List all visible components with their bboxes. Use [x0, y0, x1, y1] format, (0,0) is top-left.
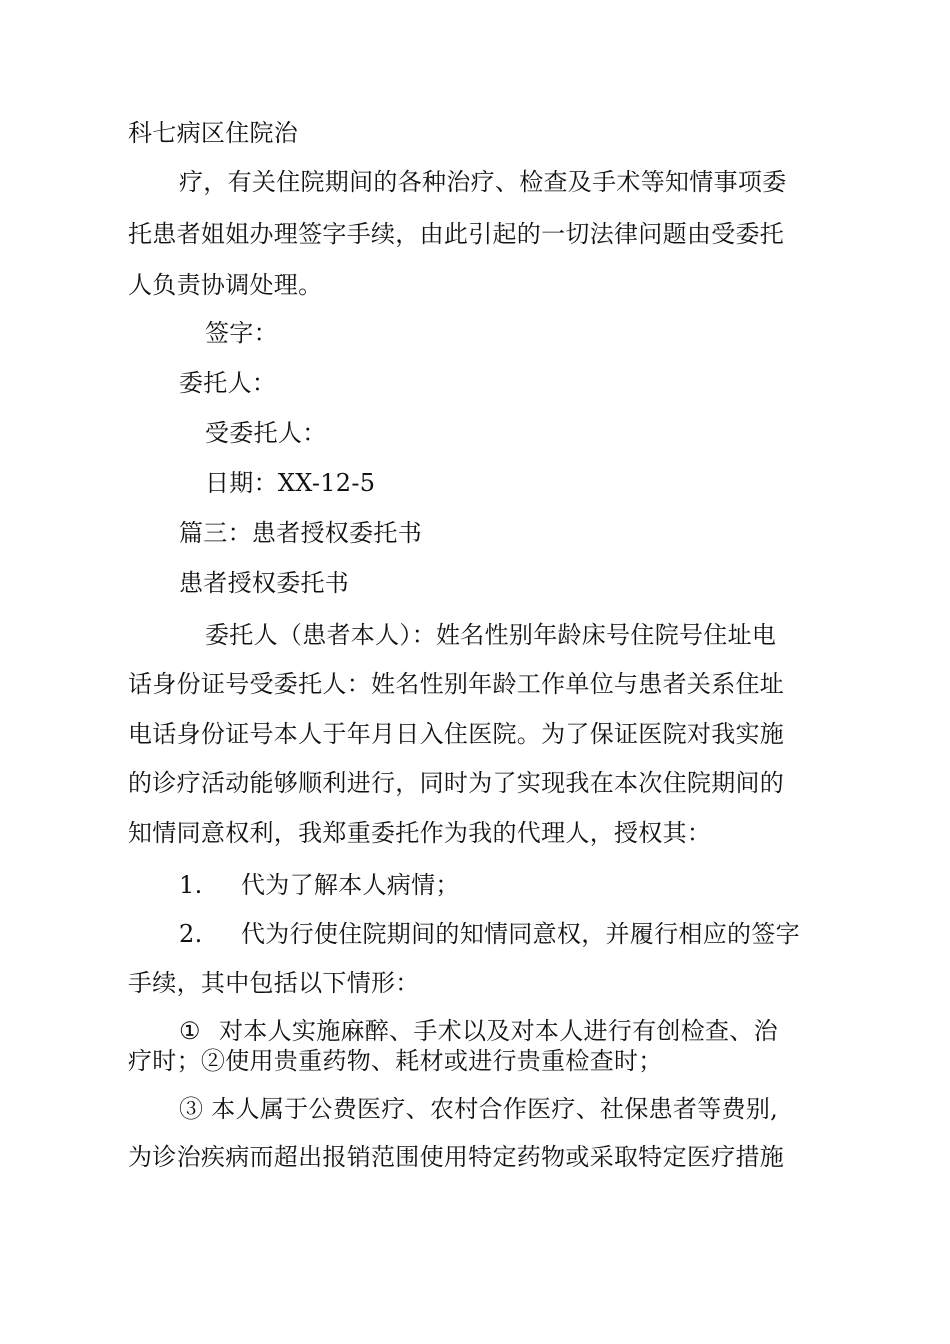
text-line: 手续，其中包括以下情形： — [128, 969, 420, 997]
list-item-text: 代为了解本人病情； — [241, 871, 460, 899]
list-number: 1. — [179, 871, 203, 899]
text-line: ③ 本人属于公费医疗、农村合作医疗、社保患者等费别, — [179, 1095, 779, 1123]
text-line: 托患者姐姐办理签字手续，由此引起的一切法律问题由受委托 — [128, 220, 785, 248]
text-line: 科七病区住院治 — [128, 119, 299, 147]
text-line: 的诊疗活动能够顺利进行，同时为了实现我在本次住院期间的 — [128, 769, 785, 797]
text-line: 疗，有关住院期间的各种治疗、检查及手术等知情事项委 — [179, 168, 787, 196]
text-line: 委托人（患者本人）：姓名性别年龄床号住院号住址电 — [205, 621, 777, 649]
text-line: 话身份证号受委托人：姓名性别年龄工作单位与患者关系住址 — [128, 670, 785, 698]
list-item-text: 对本人实施麻醉、手术以及对本人进行有创检查、治 — [219, 1017, 778, 1045]
list-item — [179, 919, 800, 949]
text-line: 知情同意权利，我郑重委托作为我的代理人，授权其： — [128, 819, 712, 847]
text-line: 疗时；②使用贵重药物、耗材或进行贵重检查时； — [128, 1047, 663, 1075]
list-item — [179, 870, 460, 900]
text-line: 电话身份证号本人于年月日入住医院。为了保证医院对我实施 — [128, 720, 785, 748]
text-line: 人负责协调处理。 — [128, 271, 323, 299]
document-title: 患者授权委托书 — [179, 569, 350, 597]
list-number: ① — [179, 1017, 201, 1045]
text-line: 为诊治疾病而超出报销范围使用特定药物或采取特定医疗措施 — [128, 1143, 785, 1171]
section-heading: 篇三：患者授权委托书 — [179, 519, 422, 547]
list-item-text: 代为行使住院期间的知情同意权，并履行相应的签字 — [241, 920, 800, 948]
list-number: 2. — [179, 920, 203, 948]
signature-label: 签字： — [205, 319, 278, 347]
date-line: 日期：XX-12-5 — [205, 469, 376, 497]
agent-label: 受委托人： — [205, 419, 327, 447]
principal-label: 委托人： — [179, 369, 277, 397]
list-item — [179, 1016, 778, 1046]
